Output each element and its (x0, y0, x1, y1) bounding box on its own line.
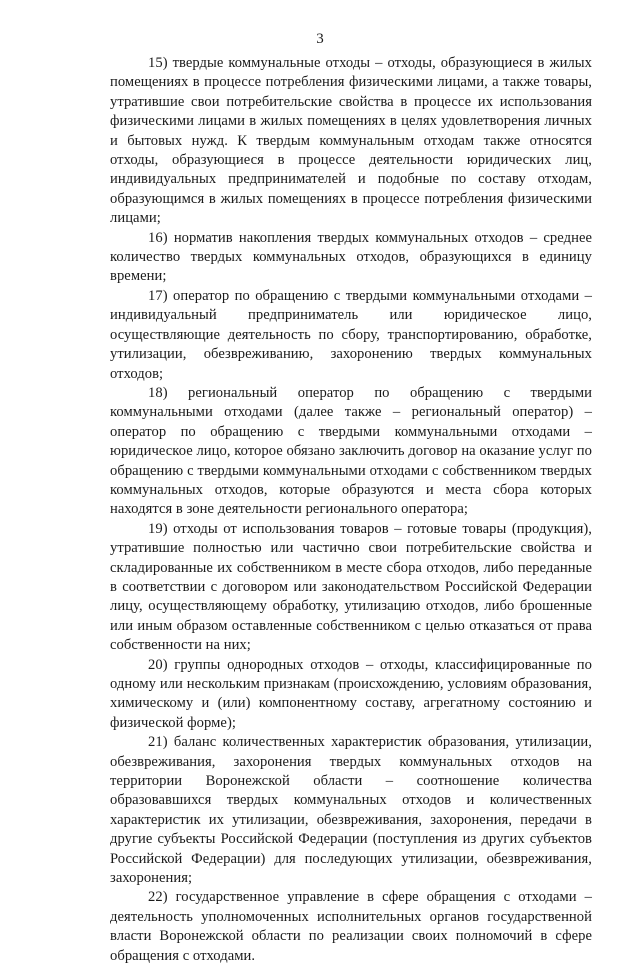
paragraph-22: 22) государственное управление в сфере обращения с отходами – деятельность уполномоченных исполнительных органов государственной власти Воронежской области по реализации своих полномочий в сфере обращения с отходами. (110, 889, 592, 964)
paragraph-16: 16) норматив накопления твердых коммунальных отходов – среднее количество твердых коммунальных отходов, образующихся в единицу времени; (110, 229, 592, 285)
page-number: 3 (316, 31, 324, 47)
paragraph-21: 21) баланс количественных характеристик образования, утилизации, обезвреживания, захоронения твердых коммунальных отходов на территории Воронежской области – соотношение количества образовавшихся твердых коммунальных отходов и количественных характеристик их утилизации, обезвреживания, захоронения, передачи в другие субъекты Российской Федерации (поступления из других субъектов Российской Федерации) для последующих утилизации, обезвреживания, захоронения; (110, 734, 592, 887)
document-body (110, 54, 592, 966)
paragraph-20: 20) группы однородных отходов – отходы, классифицированные по одному или нескольким признакам (происхождению, условиям образования, химическому и (или) компонентному составу, агрегатному состоянию и физической форме); (110, 656, 592, 731)
paragraph-15: 15) твердые коммунальные отходы – отходы, образующиеся в жилых помещениях в процессе потребления физическими лицами, а также товары, утратившие свои потребительские свойства в процессе их использования физическими лицами в жилых помещениях в целях удовлетворения личных и бытовых нужд. К твердым коммунальным отходам также относятся отходы, образующиеся в процессе деятельности юридических лиц, индивидуальных предпринимателей и подобные по составу отходам, образующимся в жилых помещениях в процессе потребления физическими лицами; (110, 55, 592, 227)
paragraph-18: 18) региональный оператор по обращению с твердыми коммунальными отходами (далее также – региональный оператор) – оператор по обращению с твердыми коммунальными отходами – юридическое лицо, которое обязано заключить договор на оказание услуг по обращению с твердыми коммунальными отходами с собственником твердых коммунальных отходов, которые образуются и места сбора которых находятся в зоне деятельности регионального оператора; (110, 384, 592, 518)
paragraph-19: 19) отходы от использования товаров – готовые товары (продукция), утратившие полностью или частично свои потребительские свойства и складированные их собственником в месте сбора отходов, либо переданные в соответствии с договором или законодательством Российской Федерации лицу, осуществляющему обработку, утилизацию отходов, либо брошенные или иным образом оставленные собственником с целью отказаться от права собственности на них; (110, 520, 592, 654)
paragraph-17: 17) оператор по обращению с твердыми коммунальными отходами – индивидуальный предприниматель или юридическое лицо, осуществляющие деятельность по сбору, транспортированию, обработке, утилизации, обезвреживанию, захоронению твердых коммунальных отходов; (110, 287, 592, 382)
